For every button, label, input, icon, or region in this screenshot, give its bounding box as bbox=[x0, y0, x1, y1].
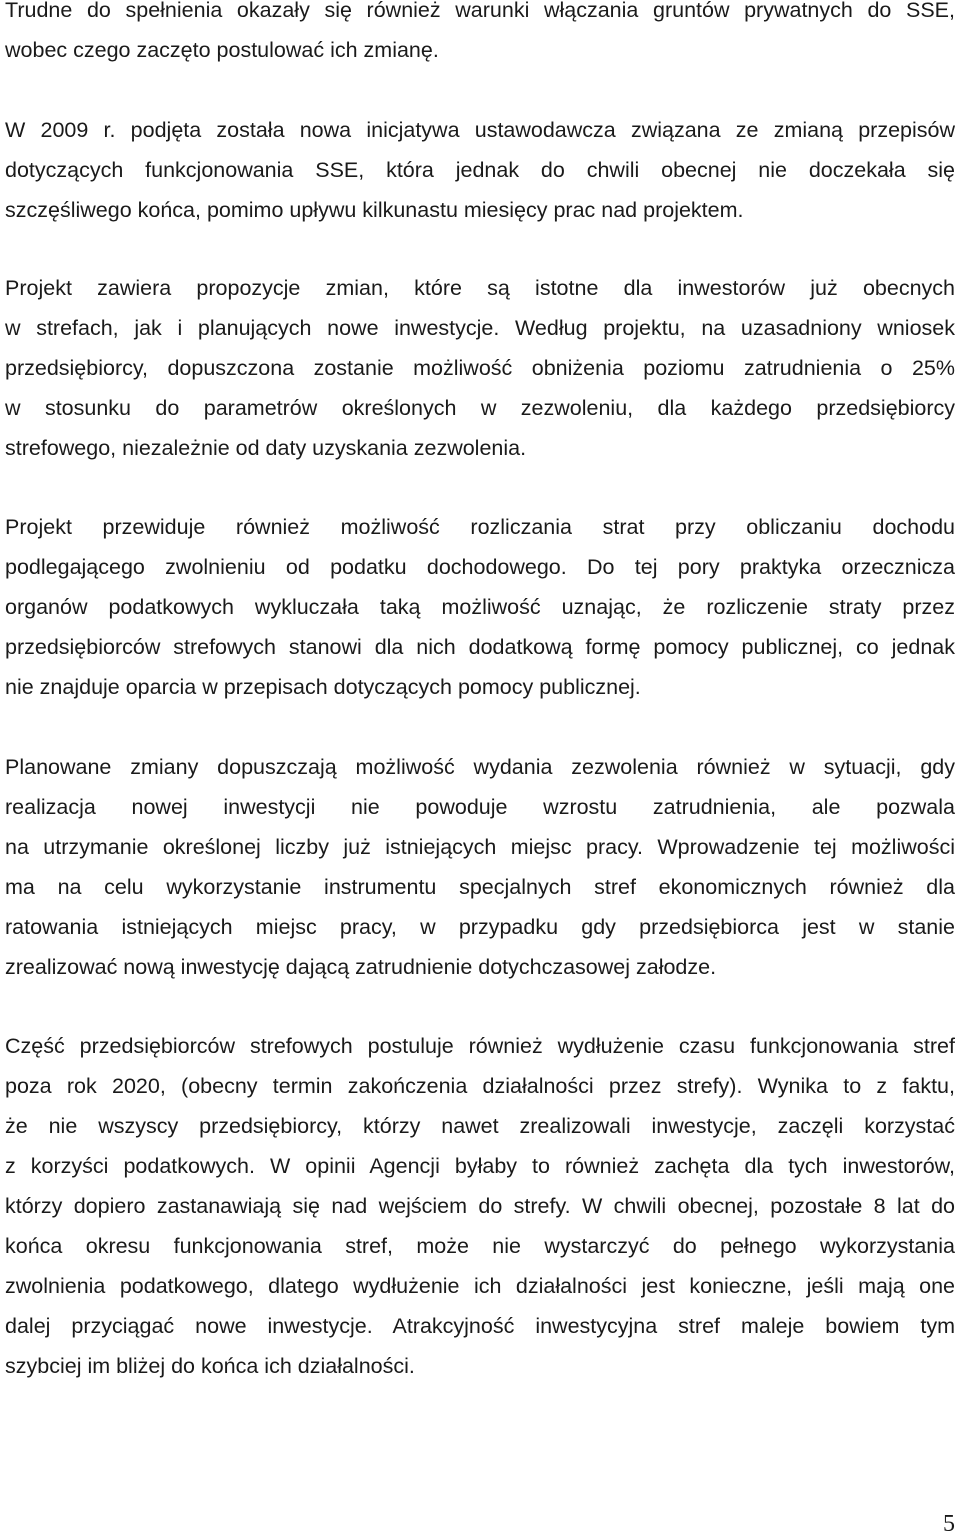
paragraph-6-line-1: Część przedsiębiorców strefowych postuluje również wydłużenie czasu funkcjonowania stref bbox=[5, 1034, 955, 1058]
paragraph-6-line-4: z korzyści podatkowych. W opinii Agencji byłaby to również zachęta dla tych inwestorów, bbox=[5, 1154, 955, 1178]
paragraph-3-line-4: w stosunku do parametrów określonych w zezwoleniu, dla każdego przedsiębiorcy bbox=[5, 396, 955, 420]
paragraph-4-line-2: podlegającego zwolnieniu od podatku dochodowego. Do tej pory praktyka orzecznicza bbox=[5, 555, 955, 579]
paragraph-5-line-6: zrealizować nową inwestycję dającą zatrudnienie dotychczasowej załodze. bbox=[5, 955, 717, 979]
paragraph-3-line-1: Projekt zawiera propozycje zmian, które są istotne dla inwestorów już obecnych bbox=[5, 276, 955, 300]
paragraph-5-line-4: ma na celu wykorzystanie instrumentu specjalnych stref ekonomicznych również dla bbox=[5, 875, 955, 899]
paragraph-1-line-1: Trudne do spełnienia okazały się również warunki włączania gruntów prywatnych do SSE, bbox=[5, 0, 955, 22]
paragraph-4-line-3: organów podatkowych wykluczała taką możliwość uznając, że rozliczenie straty przez bbox=[5, 595, 955, 619]
paragraph-4-line-4: przedsiębiorców strefowych stanowi dla nich dodatkową formę pomocy publicznej, co jednak bbox=[5, 635, 955, 659]
paragraph-3-line-5: strefowego, niezależnie od daty uzyskania zezwolenia. bbox=[5, 436, 527, 460]
paragraph-4-line-1: Projekt przewiduje również możliwość rozliczania strat przy obliczaniu dochodu bbox=[5, 515, 955, 539]
paragraph-2-line-1: W 2009 r. podjęta została nowa inicjatywa ustawodawcza związana ze zmianą przepisów bbox=[5, 118, 955, 142]
paragraph-6-line-9: szybciej im bliżej do końca ich działalności. bbox=[5, 1354, 415, 1378]
paragraph-6-line-6: końca okresu funkcjonowania stref, może nie wystarczyć do pełnego wykorzystania bbox=[5, 1234, 955, 1258]
paragraph-5-line-2: realizacja nowej inwestycji nie powoduje wzrostu zatrudnienia, ale pozwala bbox=[5, 795, 955, 819]
paragraph-2-line-2: dotyczących funkcjonowania SSE, która jednak do chwili obecnej nie doczekała się bbox=[5, 158, 955, 182]
paragraph-6-line-7: zwolnienia podatkowego, dlatego wydłużenie ich działalności jest konieczne, jeśli mają one bbox=[5, 1274, 955, 1298]
paragraph-5-line-3: na utrzymanie określonej liczby już istniejących miejsc pracy. Wprowadzenie tej możliwości bbox=[5, 835, 955, 859]
paragraph-5-line-1: Planowane zmiany dopuszczają możliwość wydania zezwolenia również w sytuacji, gdy bbox=[5, 755, 955, 779]
paragraph-6-line-3: że nie wszyscy przedsiębiorcy, którzy nawet zrealizowali inwestycje, zaczęli korzystać bbox=[5, 1114, 955, 1138]
paragraph-6-line-2: poza rok 2020, (obecny termin zakończenia działalności przez strefy). Wynika to z faktu, bbox=[5, 1074, 955, 1098]
paragraph-4-line-5: nie znajduje oparcia w przepisach dotyczących pomocy publicznej. bbox=[5, 675, 641, 699]
paragraph-6-line-5: którzy dopiero zastanawiają się nad wejściem do strefy. W chwili obecnej, pozostałe 8 lat do bbox=[5, 1194, 955, 1218]
paragraph-1-line-2: wobec czego zaczęto postulować ich zmianę. bbox=[5, 38, 439, 62]
paragraph-2-line-3: szczęśliwego końca, pomimo upływu kilkunastu miesięcy prac nad projektem. bbox=[5, 198, 744, 222]
page-number: 5 bbox=[943, 1511, 955, 1537]
paragraph-3-line-3: przedsiębiorcy, dopuszczona zostanie możliwość obniżenia poziomu zatrudnienia o 25% bbox=[5, 356, 955, 380]
paragraph-6-line-8: dalej przyciągać nowe inwestycje. Atrakcyjność inwestycyjna stref maleje bowiem tym bbox=[5, 1314, 955, 1338]
paragraph-5-line-5: ratowania istniejących miejsc pracy, w przypadku gdy przedsiębiorca jest w stanie bbox=[5, 915, 955, 939]
paragraph-3-line-2: w strefach, jak i planujących nowe inwestycje. Według projektu, na uzasadniony wniosek bbox=[5, 316, 955, 340]
